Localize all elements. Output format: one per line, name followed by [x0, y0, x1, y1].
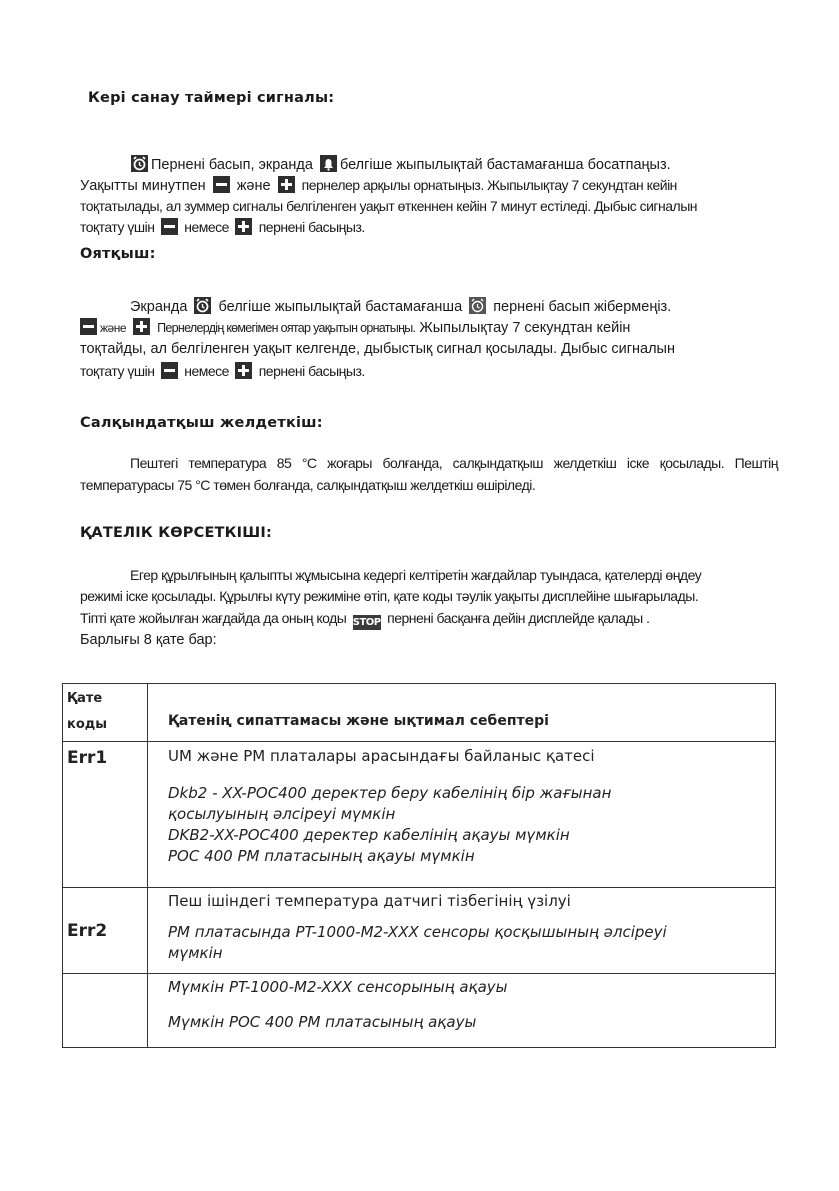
cause: мүмкін [168, 944, 223, 962]
cause: Мүмкін PT-1000-M2-XXX сенсорының ақауы [168, 978, 508, 996]
text: Уақытты минутпен [80, 178, 206, 194]
fan-line-2: температурасы 75 °C төмен болғанда, салқындатқыш желдеткіш өшіріледі. [80, 477, 536, 493]
text: пернені басқанға дейін дисплейде қалады . [387, 610, 650, 626]
alarm-clock-icon [131, 155, 148, 172]
text: белгіше жыпылықтай бастамағанша босатпаңыз. [339, 157, 671, 173]
bell-icon [320, 155, 337, 172]
text: пернені басыңыз. [258, 219, 365, 235]
alarm-clock-icon [194, 297, 211, 314]
text: коды [67, 717, 108, 732]
cause: қосылуының әлсіреуі мүмкін [168, 805, 396, 823]
errors-line-3 [80, 609, 650, 630]
table-row [63, 888, 776, 974]
minus-key-icon [161, 362, 178, 379]
header-description: Қатенің сипаттамасы және ықтимал себептері [148, 684, 776, 742]
error-title: Пеш ішіндегі температура датчигі тізбегінің үзілуі [168, 892, 571, 910]
errors-line-2: режимі іске қосылады. Құрылғы күту режиміне өтіп, қате коды тәулік уақыты дисплейіне шығарылады. [80, 588, 699, 604]
error-code [63, 974, 148, 1048]
minus-key-icon [80, 318, 97, 335]
text: пернені басып жібермеңіз. [493, 299, 672, 315]
text: Қате [67, 691, 103, 706]
section-heading-fan: Салқындатқыш желдеткіш: [80, 415, 323, 431]
table-header-row [63, 684, 776, 742]
table-row [63, 742, 776, 888]
countdown-line-4 [80, 218, 365, 236]
header-code [63, 684, 148, 742]
text: Жыпылықтау 7 секундтан кейін [419, 320, 631, 336]
text: Тіпті қате жойылған жағдайда да оның коды [80, 610, 347, 626]
alarm-clock-icon [469, 297, 486, 314]
cause: PM платасында PT-1000-M2-XXX сенсоры қосқышының әлсіреуі [168, 923, 667, 941]
plus-key-icon [278, 176, 295, 193]
section-heading-countdown: Кері санау таймері сигналы: [88, 90, 335, 106]
text: Экранда [130, 299, 188, 315]
errors-line-1: Егер құрылғының қалыпты жұмысына кедергі келтіретін жағдайлар туындаса, қателерді өңдеу [130, 567, 702, 583]
text: Пернені басып, экранда [151, 157, 313, 173]
plus-key-icon [235, 218, 252, 235]
error-description [148, 742, 776, 888]
alarm-line-1 [130, 297, 671, 316]
cause: Мүмкін POC 400 PM платасының ақауы [168, 1013, 477, 1031]
countdown-line-2 [80, 176, 677, 195]
text: Пернелердің көмегімен оятар уақытын орнатыңы. [157, 321, 416, 335]
countdown-line-1 [131, 155, 671, 174]
plus-key-icon [235, 362, 252, 379]
text: пернені басыңыз. [258, 363, 365, 379]
cause: Dkb2 - XX-POC400 деректер беру кабелінің бір жағынан [168, 784, 612, 802]
section-heading-alarm: Оятқыш: [80, 246, 156, 262]
cause: POC 400 PM платасының ақауы мүмкін [168, 847, 475, 865]
text: және [100, 321, 127, 335]
stop-key-icon: STOP [352, 617, 381, 628]
text: немесе [184, 363, 229, 379]
error-description [148, 974, 776, 1048]
minus-key-icon [161, 218, 178, 235]
countdown-line-3: тоқтатылады, ал зуммер сигналы белгіленген уақыт өткеннен кейін 7 минут естіледі. Дыбыс сигналын [80, 198, 697, 214]
section-heading-errors: ҚАТЕЛІК КӨРСЕТКІШІ: [80, 525, 272, 541]
alarm-line-2 [80, 318, 630, 337]
text: немесе [184, 219, 229, 235]
text: пернелер арқылы орнатыңыз. Жыпылықтау 7 секундтан кейін [301, 177, 677, 193]
text: және [236, 178, 271, 194]
alarm-line-3: тоқтайды, ал белгіленген уақыт келгенде, дыбыстық сигнал қосылады. Дыбыс сигналын [80, 341, 675, 357]
cause: DKB2-XX-POC400 деректер кабелінің ақауы мүмкін [168, 826, 570, 844]
errors-line-4: Барлығы 8 қате бар: [80, 632, 217, 648]
plus-key-icon [133, 318, 150, 335]
alarm-line-4 [80, 362, 365, 380]
minus-key-icon [213, 176, 230, 193]
text: тоқтату үшін [80, 219, 155, 235]
fan-line-1: Пештегі температура 85 °C жоғары болғанда, салқындатқыш желдеткіш іске қосылады. Пештің [130, 455, 778, 471]
table-row [63, 974, 776, 1048]
error-description [148, 888, 776, 974]
error-title: UM және PM платалары арасындағы байланыс қатесі [168, 747, 595, 765]
text: белгіше жыпылықтай бастамағанша [218, 299, 463, 315]
error-code: Err2 [63, 888, 148, 974]
error-code: Err1 [63, 742, 148, 888]
error-codes-table [62, 683, 776, 1048]
text: тоқтату үшін [80, 363, 155, 379]
